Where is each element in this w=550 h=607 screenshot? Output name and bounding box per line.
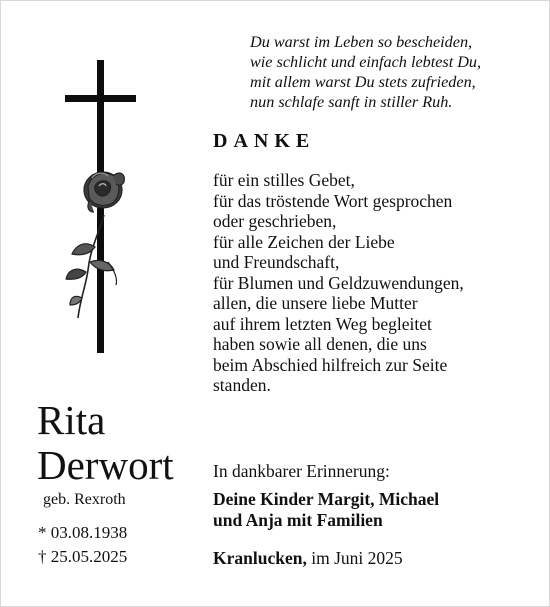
- thanks-line: für das tröstende Wort gesprochen: [213, 190, 453, 211]
- thanks-line: und Freundschaft,: [213, 252, 340, 272]
- last-name: Derwort: [37, 442, 174, 488]
- place-name: Kranlucken,: [213, 548, 307, 568]
- place-date: [213, 548, 403, 569]
- thanks-line: auf ihrem letzten Weg begleitet: [213, 313, 432, 334]
- thanks-line: für ein stilles Gebet,: [213, 170, 355, 190]
- signers: [213, 489, 439, 530]
- first-name: Rita: [37, 397, 106, 443]
- thanks-line: oder geschrieben,: [213, 211, 337, 231]
- thanks-line: haben sowie all denen, die uns: [213, 334, 427, 354]
- thanks-line: für Blumen und Geldzuwendungen,: [213, 272, 464, 293]
- thanks-line: für alle Zeichen der Liebe: [213, 231, 395, 252]
- signer-line: Deine Kinder Margit, Michael: [213, 489, 440, 509]
- thanks-line: beim Abschied hilfreich zur Seite: [213, 354, 448, 375]
- maiden-name: geb. Rexroth: [43, 491, 126, 508]
- poem: [250, 32, 540, 112]
- poem-line: wie schlicht und einfach lebtest Du,: [250, 53, 482, 71]
- thanks-heading: DANKE: [213, 130, 316, 152]
- life-dates: [38, 521, 127, 569]
- thanks-text: [213, 170, 464, 396]
- deceased-name: [37, 398, 174, 488]
- poem-line: nun schlafe sanft in stiller Ruh.: [250, 93, 453, 111]
- death-date: † 25.05.2025: [38, 547, 128, 566]
- date-text: im Juni 2025: [306, 548, 403, 568]
- in-memory-label: In dankbarer Erinnerung:: [213, 461, 390, 481]
- poem-line: Du warst im Leben so bescheiden,: [250, 33, 473, 51]
- thanks-line: standen.: [213, 375, 271, 395]
- cross-with-rose: [0, 0, 200, 400]
- signer-line: und Anja mit Familien: [213, 509, 383, 530]
- thanks-line: allen, die unsere liebe Mutter: [213, 293, 418, 313]
- rose-icon: [66, 172, 124, 318]
- birth-date: * 03.08.1938: [38, 523, 128, 542]
- poem-line: mit allem warst Du stets zufrieden,: [250, 73, 476, 91]
